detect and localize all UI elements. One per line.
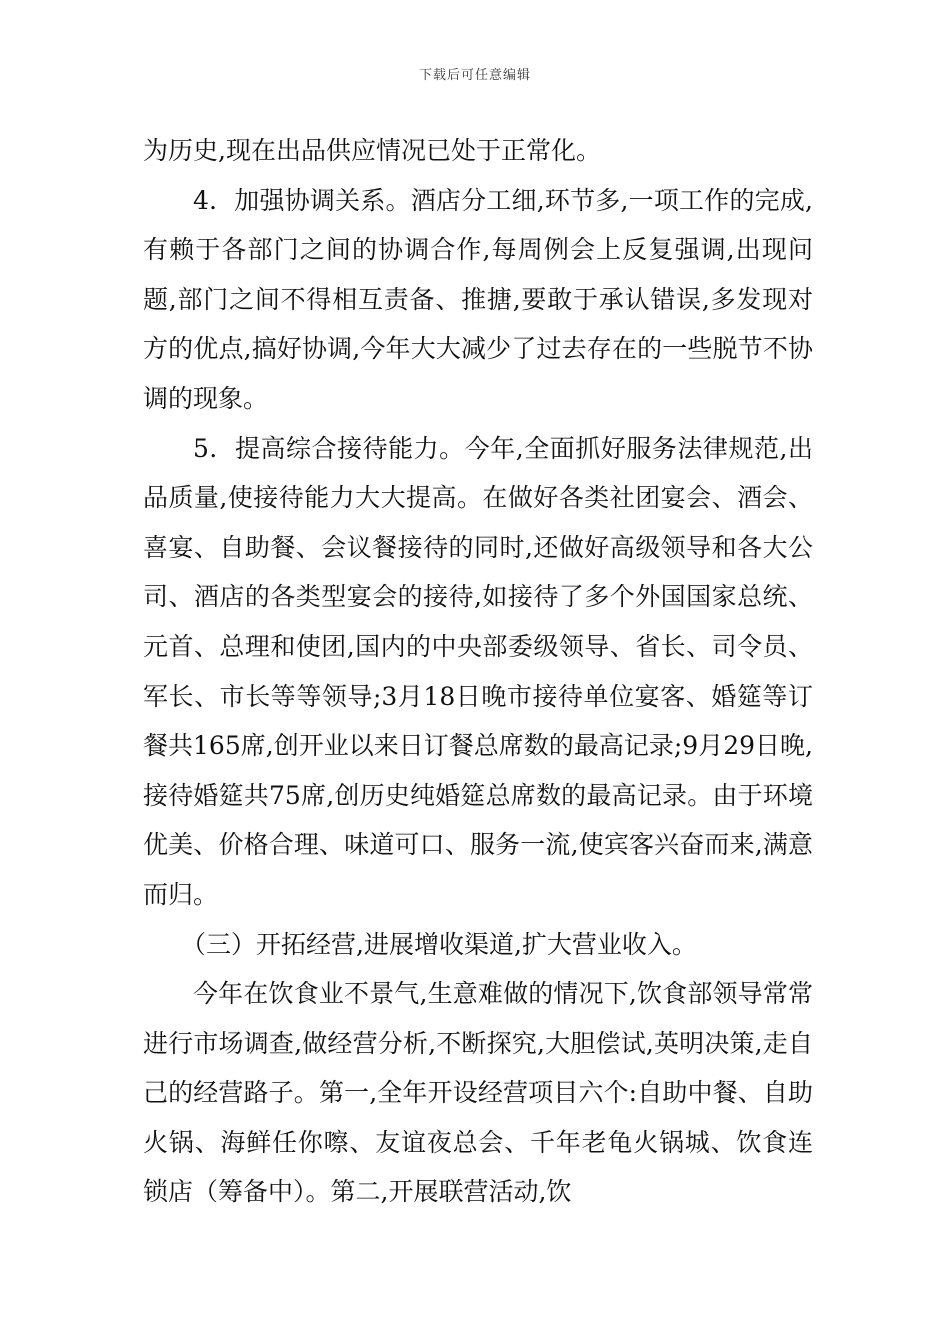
paragraph-continuation: 为历史,现在出品供应情况已处于正常化。 [143, 136, 601, 165]
paragraph-operations: 今年在饮食业不景气,生意难做的情况下,饮食部领导常常进行市场调查,做经营分析,不断探究,大胆偿试,英明决策,走自己的经营路子。第一,全年开设经营项目六个:自助中餐、自助火锅、海鲜任你嚓、友谊夜总会、千年老龟火锅城、饮食连锁店（筹备中）。第二,开展联营活动,饮 [143, 979, 813, 1207]
paragraph-item-4: 4．加强协调关系。酒店分工细,环节多,一项工作的完成,有赖于各部门之间的协调合作,每周例会上反复强调,出现问题,部门之间不得相互责备、推搪,要敢于承认错误,多发现对方的优点,搞好协调,今年大大减少了过去存在的一些脱节不协调的现象。 [143, 185, 813, 413]
document-body [143, 126, 813, 1217]
page-header-note: 下载后可任意编辑 [418, 68, 531, 83]
paragraph-item-5: 5．提高综合接待能力。今年,全面抓好服务法律规范,出品质量,使接待能力大大提高。在做好各类社团宴会、酒会、喜宴、自助餐、会议餐接待的同时,还做好高级领导和各大公司、酒店的各类型宴会的接待,如接待了多个外国国家总统、元首、总理和使团,国内的中央部委级领导、省长、司令员、军长、市长等等领导;3月18日晚市接待单位宴客、婚筵等订餐共165席,创开业以来日订餐总席数的最高记录;9月29日晚,接待婚筵共75席,创历史纯婚筵总席数的最高记录。由于环境优美、价格合理、味道可口、服务一流,使宾客兴奋而来,满意而归。 [143, 433, 813, 909]
section-heading-3: （三）开拓经营,进展增收渠道,扩大营业收入。 [181, 929, 697, 959]
